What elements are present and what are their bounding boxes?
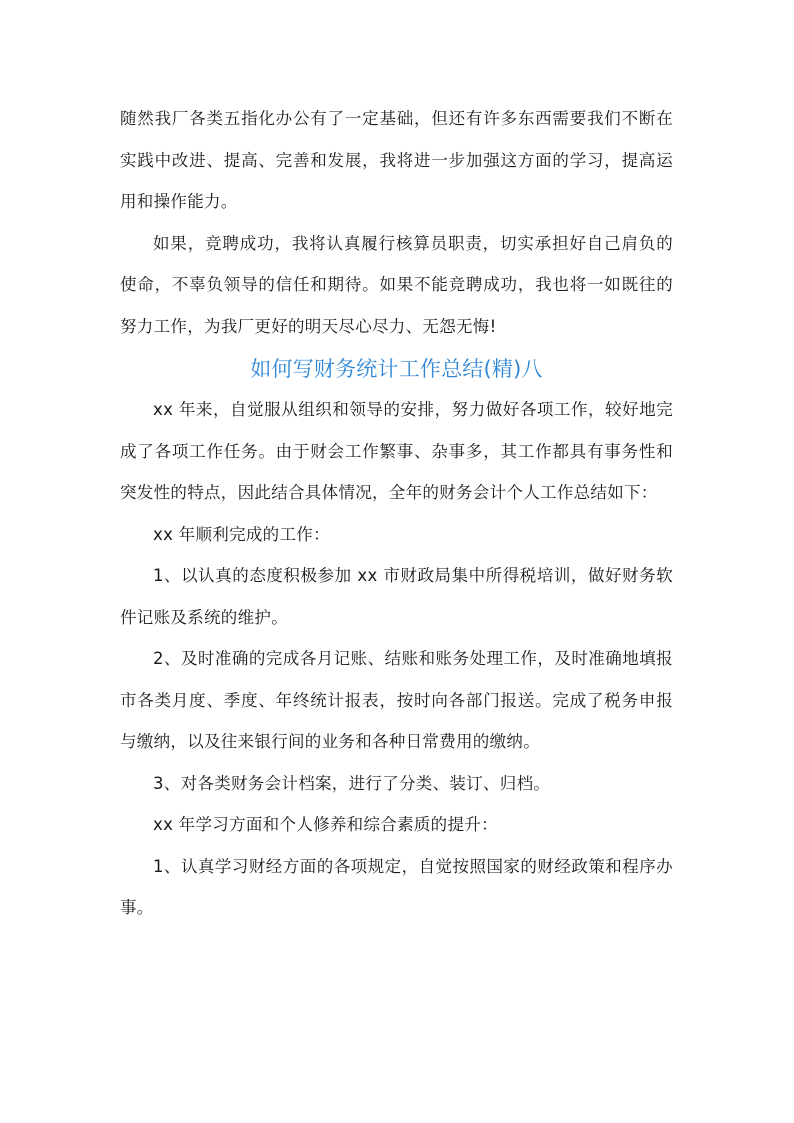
paragraph-intro: xx 年来，自觉服从组织和领导的安排，努力做好各项工作，较好地完成了各项工作任务。由于财会工作繁事、杂事多，其工作都具有事务性和突发性的特点，因此结合具体情况，全年的财务会计个人工作总结如下： (120, 400, 673, 502)
section-title: 如何写财务统计工作总结(精)八 (250, 357, 543, 381)
paragraph-study-item-1: 1、认真学习财经方面的各项规定，自觉按照国家的财经政策和程序办事。 (120, 856, 673, 917)
paragraph-continuation: 随然我厂各类五指化办公有了一定基础，但还有许多东西需要我们不断在实践中改进、提高、完善和发展，我将进一步加强这方面的学习，提高运用和操作能力。 (120, 109, 673, 211)
paragraph-item-3: 3、对各类财务会计档案，进行了分类、装订、归档。 (153, 773, 551, 793)
paragraph-completed-heading: xx 年顺利完成的工作： (153, 524, 330, 544)
document-body (120, 98, 673, 929)
paragraph-item-2: 2、及时准确的完成各月记账、结账和账务处理工作，及时准确地填报市各类月度、季度、年终统计报表，按时向各部门报送。完成了税务申报与缴纳，以及往来银行间的业务和各种日常费用的缴纳。 (120, 649, 673, 751)
paragraph-study-heading: xx 年学习方面和个人修养和综合素质的提升： (153, 815, 498, 834)
paragraph-competition: 如果，竞聘成功，我将认真履行核算员职责，切实承担好自己肩负的使命，不辜负领导的信任和期待。如果不能竞聘成功，我也将一如既往的努力工作，为我厂更好的明天尽心尽力、无怨无悔! (120, 233, 673, 336)
paragraph-item-1: 1、以认真的态度积极参加 xx 市财政局集中所得税培训，做好财务软件记账及系统的维护。 (120, 566, 673, 627)
